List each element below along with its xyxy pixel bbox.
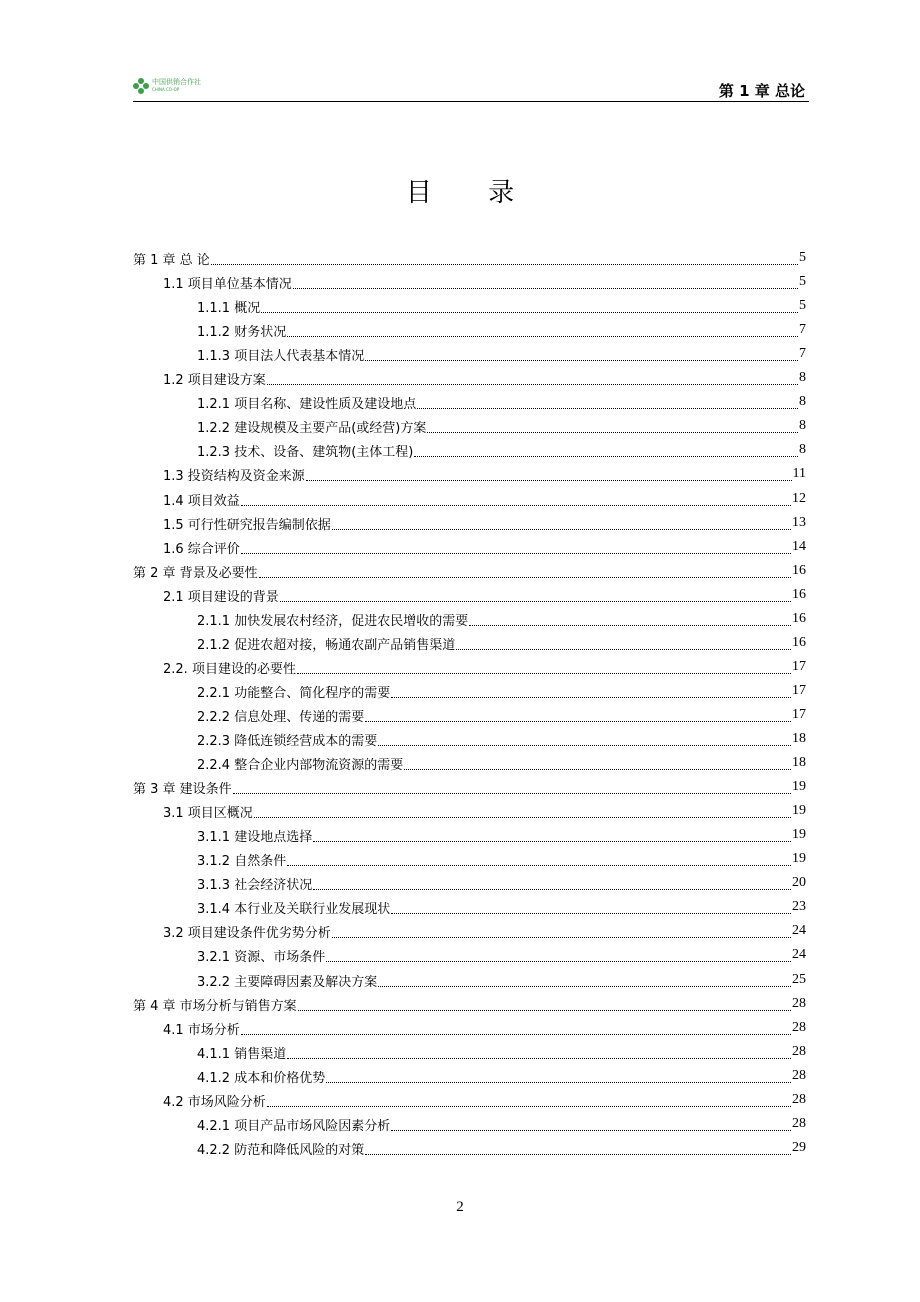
toc-leader-dots [378,985,791,987]
toc-leader-dots [298,1009,791,1011]
toc-entry-page: 13 [792,515,806,530]
toc-entry[interactable] [197,415,806,437]
header-divider [133,101,809,102]
toc-entry-page: 8 [799,370,806,385]
toc-entry-page: 18 [792,755,806,770]
toc-leader-dots [259,576,791,578]
toc-entry[interactable] [197,1137,806,1159]
toc-entry-title: 3.1.1 建设地点选择 [197,829,313,845]
toc-entry-page: 29 [792,1140,806,1155]
toc-leader-dots [287,1057,791,1059]
toc-leader-dots [404,768,791,770]
toc-leader-dots [332,936,791,938]
toc-leader-dots [469,624,791,626]
toc-entry-title: 2.2. 项目建设的必要性 [163,661,296,677]
toc-entry-page: 14 [792,539,806,554]
toc-entry-page: 8 [799,442,806,457]
toc-entry-page: 11 [792,466,806,481]
toc-entry[interactable] [163,271,806,293]
toc-entry-title: 1.2.1 项目名称、建设性质及建设地点 [197,396,417,412]
toc-leader-dots [313,840,791,842]
toc-entry[interactable] [197,944,806,966]
toc-entry[interactable] [197,343,806,365]
toc-leader-dots [267,383,798,385]
toc-entry[interactable] [197,728,806,750]
toc-entry-title: 2.1.1 加快发展农村经济，促进农民增收的需要 [197,613,469,629]
toc-entry[interactable] [197,848,806,870]
toc-entry-page: 19 [792,851,806,866]
toc-entry[interactable] [197,391,806,413]
toc-entry[interactable] [197,295,806,317]
toc-entry-title: 3.1.3 社会经济状况 [197,877,313,893]
toc-entry-title: 1.3 投资结构及资金来源 [163,468,305,484]
toc-entry[interactable] [163,463,806,485]
toc-leader-dots [391,696,791,698]
logo-text-cn: 中国供销合作社 [152,78,201,86]
toc-leader-dots [297,672,791,674]
toc-entry-page: 12 [792,491,806,506]
toc-leader-dots [313,888,791,890]
header-chapter-title: 第 1 章 总论 [718,82,805,100]
toc-entry[interactable] [133,560,806,582]
toc-entry-page: 23 [792,899,806,914]
toc-entry[interactable] [197,632,806,654]
toc-entry-page: 7 [799,346,806,361]
toc-leader-dots [365,1153,791,1155]
toc-entry[interactable] [197,319,806,341]
toc-entry-title: 1.1 项目单位基本情况 [163,276,292,292]
toc-leader-dots [287,864,791,866]
page-title: 目 录 [405,178,539,208]
toc-entry-page: 28 [792,1116,806,1131]
toc-entry-title: 1.4 项目效益 [163,493,240,509]
toc-leader-dots [280,600,791,602]
toc-entry-page: 28 [792,1092,806,1107]
toc-leader-dots [241,552,791,554]
toc-entry-page: 5 [799,274,806,289]
toc-leader-dots [241,1033,791,1035]
toc-entry-page: 16 [792,635,806,650]
toc-entry-title: 3.2 项目建设条件优劣势分析 [163,925,331,941]
toc-entry-page: 5 [799,298,806,313]
toc-entry-title: 3.2.2 主要障碍因素及解决方案 [197,974,378,990]
toc-entry[interactable] [197,1041,806,1063]
toc-entry-title: 2.1 项目建设的背景 [163,589,279,605]
toc-leader-dots [332,528,791,530]
toc-entry[interactable] [163,367,806,389]
toc-leader-dots [326,960,791,962]
toc-entry[interactable] [197,872,806,894]
toc-entry-title: 第 3 章 建设条件 [133,781,232,797]
toc-entry-page: 17 [792,683,806,698]
toc-entry-title: 4.2.2 防范和降低风险的对策 [197,1142,365,1158]
toc-entry-page: 24 [792,947,806,962]
toc-entry-page: 20 [792,875,806,890]
toc-leader-dots [427,431,798,433]
toc-entry-page: 5 [799,250,806,265]
toc-entry-page: 28 [792,1020,806,1035]
toc-entry-title: 1.1.1 概况 [197,300,261,316]
toc-entry-title: 4.2 市场风险分析 [163,1094,266,1110]
toc-entry-title: 4.2.1 项目产品市场风险因素分析 [197,1118,391,1134]
page-number: 2 [456,1199,464,1215]
toc-leader-dots [365,359,798,361]
toc-leader-dots [391,912,791,914]
toc-leader-dots [254,816,791,818]
toc-leader-dots [293,287,798,289]
toc-entry-page: 17 [792,659,806,674]
toc-leader-dots [414,455,798,457]
toc-entry-title: 3.1.4 本行业及关联行业发展现状 [197,901,391,917]
toc-entry-page: 17 [792,707,806,722]
toc-leader-dots [233,792,791,794]
toc-entry-page: 16 [792,611,806,626]
toc-leader-dots [365,720,791,722]
logo [133,78,201,94]
toc-entry[interactable] [197,752,806,774]
toc-entry[interactable] [133,776,806,798]
logo-text-en: CHINA CO-OP [152,87,180,92]
toc-entry-title: 第 4 章 市场分析与销售方案 [133,998,297,1014]
toc-leader-dots [306,479,792,481]
toc-entry-page: 28 [792,1068,806,1083]
toc-entry-title: 3.1 项目区概况 [163,805,253,821]
toc-entry-title: 4.1 市场分析 [163,1022,240,1038]
toc-leader-dots [211,263,798,265]
toc-entry-title: 1.5 可行性研究报告编制依据 [163,517,331,533]
toc-entry-page: 19 [792,827,806,842]
toc-entry[interactable] [163,488,806,510]
toc-entry[interactable] [197,824,806,846]
toc-entry-title: 第 2 章 背景及必要性 [133,565,258,581]
toc-entry-title: 4.1.2 成本和价格优势 [197,1070,326,1086]
toc-entry-title: 3.2.1 资源、市场条件 [197,949,326,965]
toc-entry[interactable] [197,1113,806,1135]
toc-entry[interactable] [163,920,806,942]
toc-entry-title: 1.2.3 技术、设备、建筑物(主体工程) [197,444,414,460]
toc-entry[interactable] [163,800,806,822]
toc-entry-title: 第 1 章 总 论 [133,252,210,268]
toc-entry-page: 24 [792,923,806,938]
toc-entry[interactable] [133,993,806,1015]
toc-leader-dots [241,504,791,506]
toc-entry-title: 1.2 项目建设方案 [163,372,266,388]
toc-entry[interactable] [197,608,806,630]
toc-entry-title: 1.1.3 项目法人代表基本情况 [197,348,365,364]
toc-entry-page: 16 [792,563,806,578]
toc-entry-title: 2.2.2 信息处理、传递的需要 [197,709,365,725]
coop-logo-icon [133,78,149,94]
toc-entry[interactable] [163,512,806,534]
toc-entry-title: 1.6 综合评价 [163,541,240,557]
toc-entry-title: 4.1.1 销售渠道 [197,1046,287,1062]
toc-entry[interactable] [133,247,806,269]
toc-entry-title: 2.1.2 促进农超对接，畅通农副产品销售渠道 [197,637,456,653]
toc-entry[interactable] [163,1017,806,1039]
toc-entry-page: 8 [799,418,806,433]
toc-entry[interactable] [163,536,806,558]
toc-entry-title: 2.2.3 降低连锁经营成本的需要 [197,733,378,749]
toc-entry-page: 8 [799,394,806,409]
toc-entry-page: 7 [799,322,806,337]
toc-entry[interactable] [163,1089,806,1111]
toc-entry[interactable] [197,896,806,918]
toc-leader-dots [391,1129,791,1131]
toc-entry[interactable] [197,969,806,991]
toc-entry-title: 1.1.2 财务状况 [197,324,287,340]
page-header [133,76,809,102]
toc-entry-page: 18 [792,731,806,746]
toc-leader-dots [287,335,798,337]
toc-leader-dots [267,1105,791,1107]
toc-entry[interactable] [163,656,806,678]
toc-entry-title: 2.2.4 整合企业内部物流资源的需要 [197,757,404,773]
toc-entry[interactable] [197,439,806,461]
toc-entry-page: 28 [792,1044,806,1059]
toc-entry-page: 25 [792,972,806,987]
toc-leader-dots [456,648,791,650]
toc-entry-title: 2.2.1 功能整合、简化程序的需要 [197,685,391,701]
toc-leader-dots [261,311,798,313]
toc-entry[interactable] [197,1065,806,1087]
toc-entry-page: 19 [792,803,806,818]
toc-entry-page: 28 [792,996,806,1011]
toc-entry-page: 16 [792,587,806,602]
toc-entry-title: 3.1.2 自然条件 [197,853,287,869]
toc-entry[interactable] [197,680,806,702]
toc-leader-dots [417,407,798,409]
toc-entry[interactable] [163,584,806,606]
toc-leader-dots [378,744,791,746]
toc-leader-dots [326,1081,791,1083]
toc-entry-page: 19 [792,779,806,794]
toc-entry-title: 1.2.2 建设规模及主要产品(或经营)方案 [197,420,427,436]
toc-entry[interactable] [197,704,806,726]
